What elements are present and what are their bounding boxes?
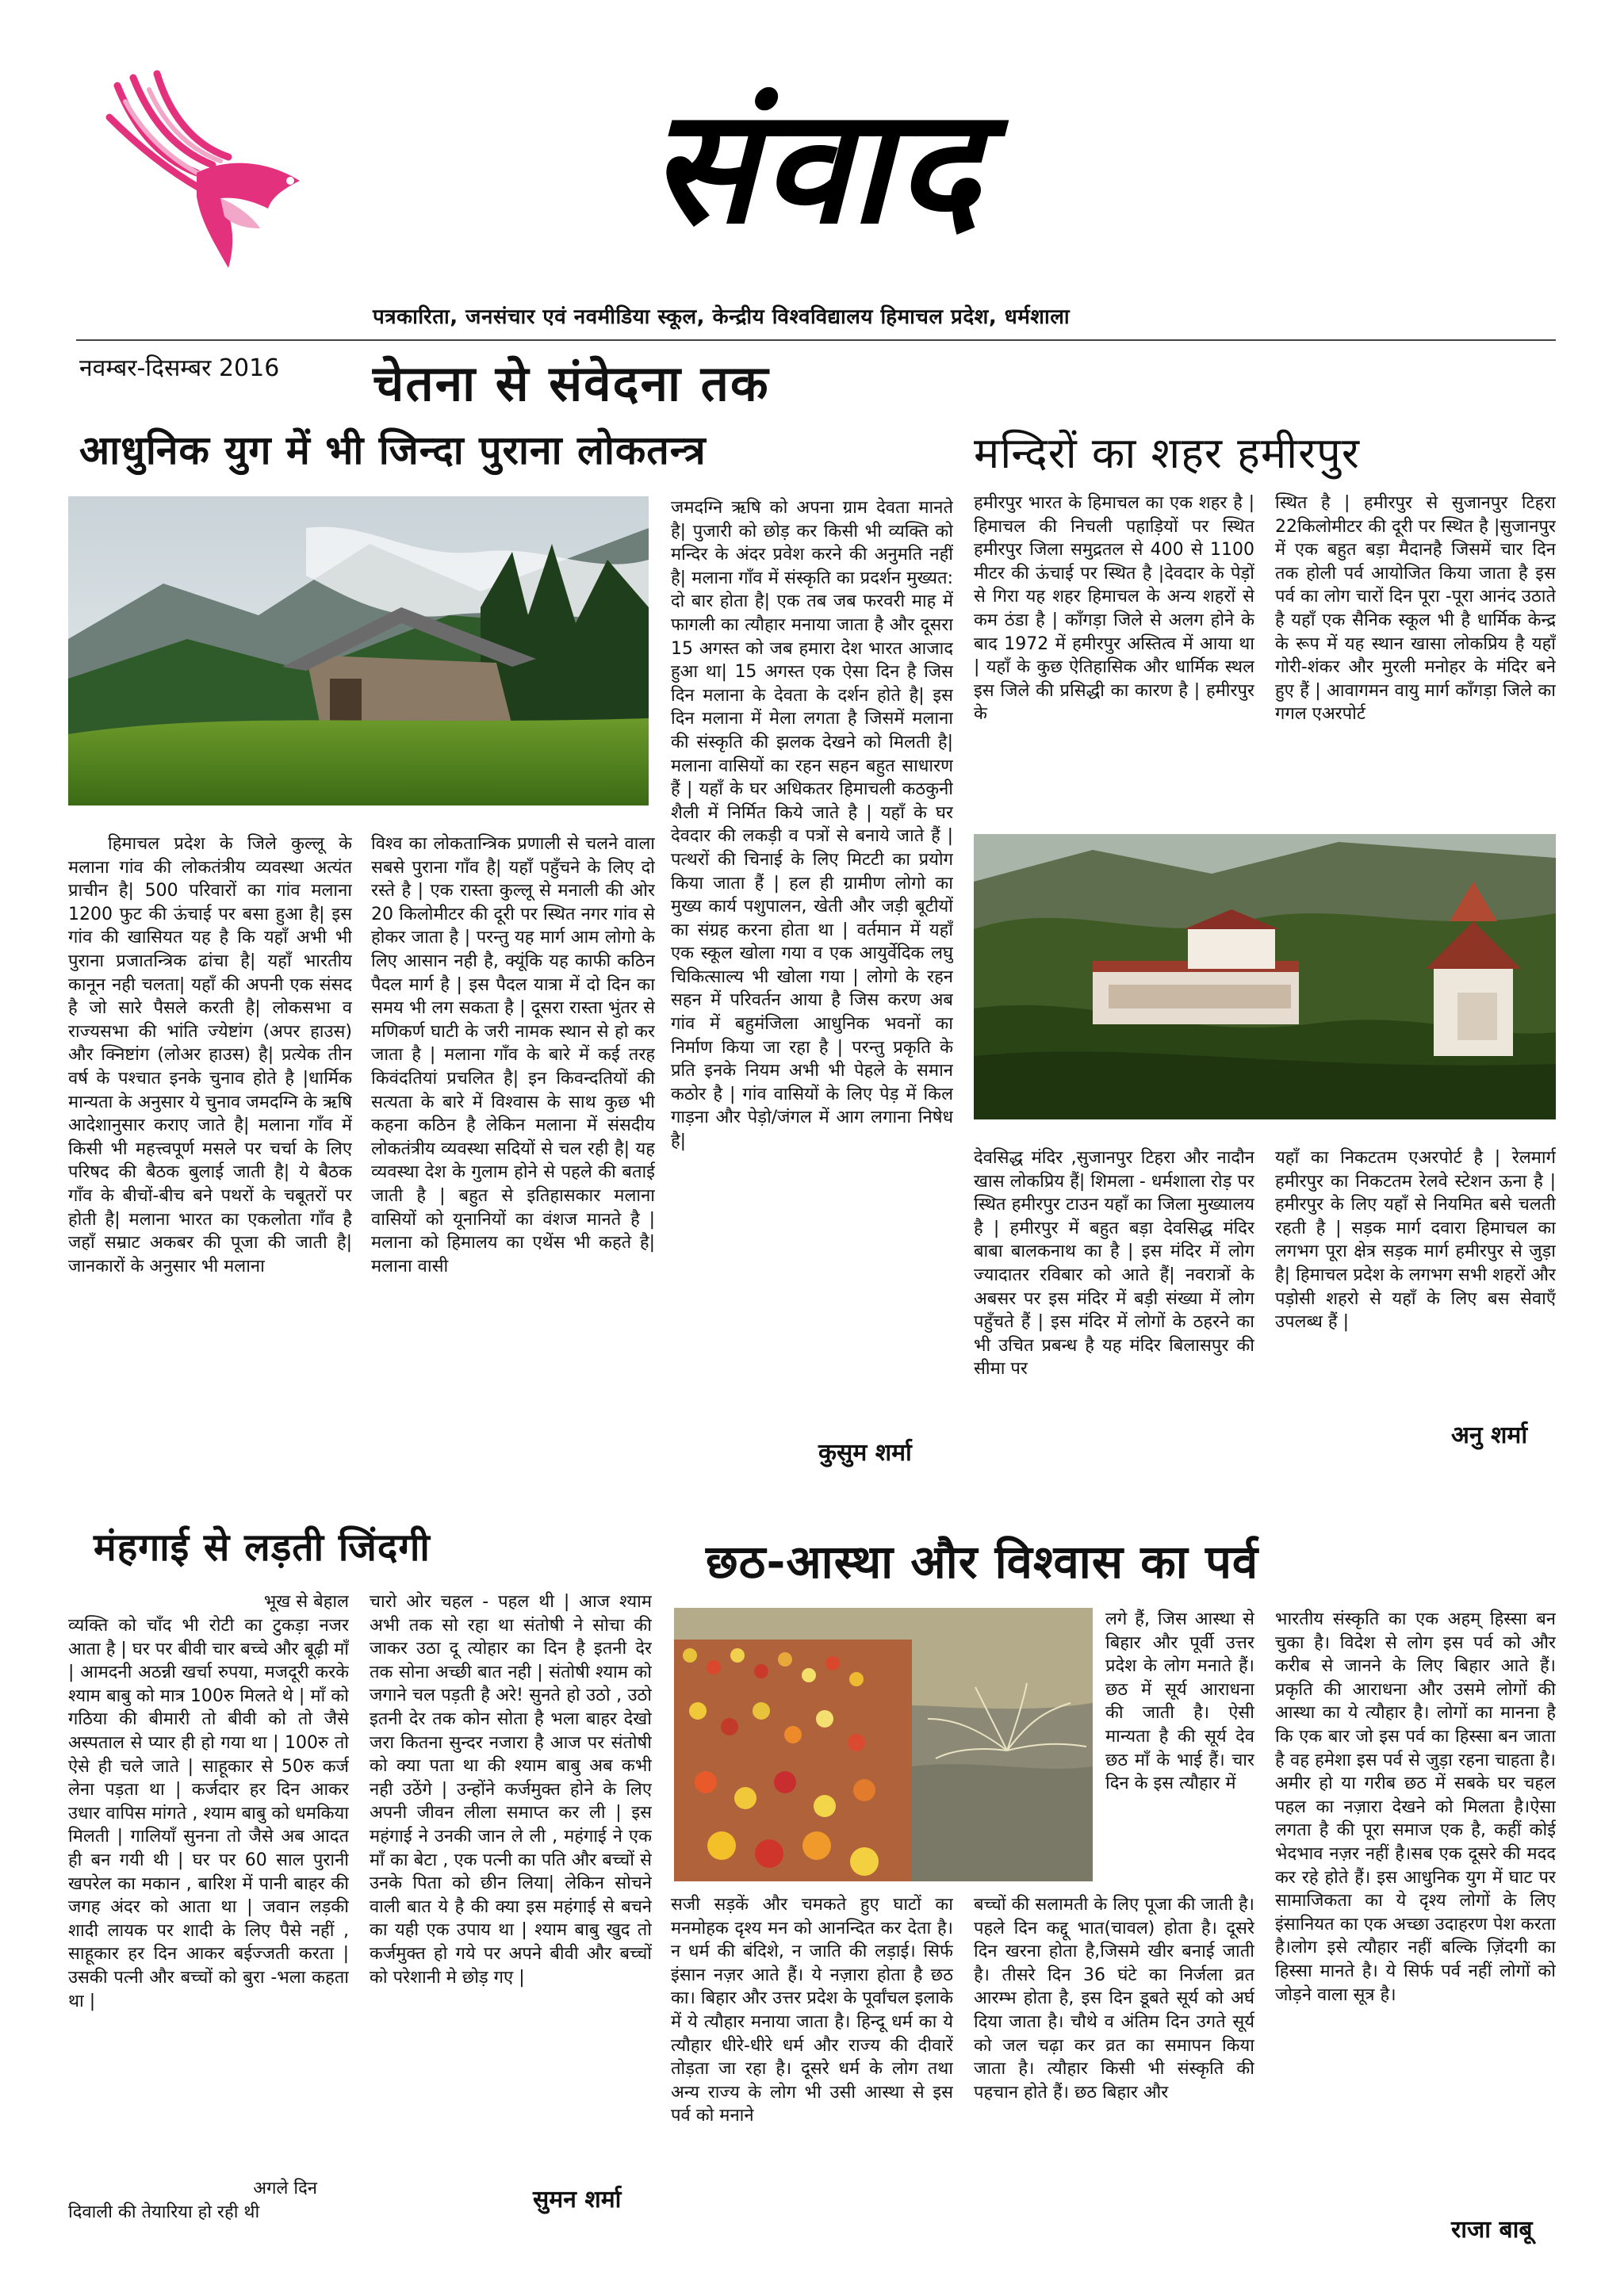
hamirpur-photo xyxy=(974,834,1556,1119)
chhath-headline: छठ-आस्था और विश्वास का पर्व xyxy=(706,1535,1259,1589)
mehangai-col-1-tail-lead: अगले दिन xyxy=(253,2179,317,2198)
mehangai-col-1: व्यक्ति को चाँद भी रोटी का टुकड़ा नजर आता है | घर पर बीवी चार बच्चे और बूढ़ी माँ | आमदनी अठन्नी खर्चा रुपया, मजदूरी करके श्याम बाबु को मात्र 100रु मिलते थे | माँ को गठिया की बीमारी तो बीवी को तो जैसे अस्पताल से प्यार ही हो गया था | 100रु तो ऐसे ही चले जाते | साहूकार से 50रु कर्ज लेना पड़ता था | कर्जदार हर दिन आकर उधार वापिस मांगते , श्याम बाबु को धमकिया मिलती | गालियाँ सुनना तो जैसे अब आदत ही बन गयी थी | घर पर 60 साल पुरानी खपरेल का मकान , बारिश में पानी बाहर की जगह अंदर को आता था | जवान लड़की शादी लायक पर शादी के लिए पैसे नहीं , साहूकार हर दिन आकर बईज्जती करता | उसकी पत्नी और बच्चों को बुरा -भला कहता था | xyxy=(68,1616,349,2011)
chhath-col-side: लगे हैं, जिस आस्था से बिहार और पूर्वी उत्तर प्रदेश के लोग मनाते हैं। छठ में सूर्य आराधना की जाती है। ऐसी मान्यता है की सूर्य देव छठ माँ के भाई हैं। चार दिन के इस त्यौहार में xyxy=(1105,1609,1254,1794)
dove-logo-icon xyxy=(102,70,324,284)
masthead-tagline: पत्रकारिता, जनसंचार एवं नवमीडिया स्कूल, केन्द्रीय विश्वविद्यालय हिमाचल प्रदेश, धर्मशाला xyxy=(373,305,1071,329)
chhath-col-3: भारतीय संस्कृति का एक अहम् हिस्सा बन चुका है। विदेश से लोग इस पर्व को और करीब से जानने के लिए बिहार आते हैं। प्रकृति की आराधना और उसमे लोगों की आस्था का ये त्यौहार है। लोगों का मानना है कि एक बार जो इस पर्व का हिस्सा बन जाता है वह हमेशा इस पर्व से जुड़ा रहना चाहता है। अमीर हो या गरीब छठ में सबके घर चहल पहल का नज़ारा देखने को मिलता है।ऐसा लगता है की पूरा समाज एक है, कहीं कोई भेदभाव नज़र नहीं है।सब एक दूसरे की मदद कर रहे होते हैं। इस आधुनिक युग में घाट पर सामाजिकता का ये दृश्य लोगों के लिए इंसानियत का एक अच्छा उदाहरण पेश करता है।लोग इसे त्यौहार नहीं बल्कि ज़िंदगी का हिस्सा मानते है। ये सिर्फ पर्व नहीं लोगों को जोड़ने वाला सूत्र है। xyxy=(1275,1609,1556,2005)
masthead-rule xyxy=(76,339,1556,341)
masthead-title: संवाद xyxy=(649,73,985,259)
chhath-col-1: सजी सड़कें और चमकते हुए घाटों का मनमोहक दृश्य मन को आनन्दित कर देता है। न धर्म की बंदिशे, न जाति की लड़ाई। सिर्फ इंसान नज़र आते हैं। ये नज़ारा होता है छठ का। बिहार और उत्तर प्रदेश के पूर्वांचल इलाके में ये त्यौहार मनाया जाता है। हिन्दू धर्म का ये त्यौहार धीरे-धीरे धर्म और राज्य की दीवारें तोड़ता जा रहा है। दूसरे धर्म के लोग तथा अन्य राज्य के लोग भी उसी आस्था से इस पर्व को मनाने xyxy=(671,1895,953,2126)
mehangai-byline: सुमन शर्मा xyxy=(533,2186,622,2214)
hamirpur-byline: अनु शर्मा xyxy=(1451,1422,1528,1449)
hamirpur-col-3: देवसिद्ध मंदिर ,सुजानपुर टिहरा और नादौन खास लोकप्रिय हैं| शिमला - धर्मशाला रोड़ पर स्थित हमीरपुर टाउन यहाँ का जिला मुख्यालय है | हमीरपुर में बहुत बड़ा देवसिद्ध मंदिर बाबा बालकनाथ का है | इस मंदिर में लोग ज्यादातर रविबार को आते हैं| नवरात्रों के अबसर पर इस मंदिर में बड़ी संख्या में लोग पहुँचते हैं | इस मंदिर में लोगों के ठहरने का भी उचित प्रबन्ध है यह मंदिर बिलासपुर की सीमा पर xyxy=(974,1148,1254,1380)
malana-byline: कुसुम शर्मा xyxy=(818,1439,912,1467)
malana-col-1: हिमाचल प्रदेश के जिले कुल्लू के मलाना गांव की लोकतंत्रीय व्यवस्था अत्यंत प्राचीन है| 500 परिवारों का गांव मलाना 1200 फुट की ऊंचाई पर बसा हुआ है| इस गांव की खासियत यह है कि यहाँ अभी भी पुराना प्रजातन्त्रिक ढांचा है| यहाँ भारतीय कानून नही चलता| यहाँ की अपनी एक संसद है जो सारे पैसले करती है| लोकसभा व राज्यसभा की भांति ज्येष्टांग (अपर हाउस) और क्निष्टांग (लोअर हाउस) है| प्रत्येक तीन वर्ष के पश्चात इनके चुनाव होते है |धार्मिक मान्यता के अनुसार ये चुनाव जमदग्नि के ऋषि आदेशानुसार कराए जाते है| मलाना गाँव में किसी भी महत्त्वपूर्ण मसले पर चर्चा के लिए परिषद की बैठक बुलाई जाती है| ये बैठक गाँव के बीचों-बीच बने पथरों के चबूतरों पर होती है| मलाना भारत का एकलोता गाँव है जहाँ सम्राट अकबर की पूजा की जाती है| जानकारों के अनुसार भी मलाना xyxy=(68,834,352,1276)
chhath-photo xyxy=(674,1608,1093,1881)
malana-photo xyxy=(68,496,649,806)
issue-banner: चेतना से संवेदना तक xyxy=(373,354,770,412)
hamirpur-col-2: स्थित है | हमीरपुर से सुजानपुर टिहरा 22किलोमीटर की दूरी पर स्थित है |सुजानपुर में एक बहुत बड़ा मैदानहै जिसमें चार दिन तक होली पर्व आयोजित किया जाता है इस पर्व का लोग चारों दिन पूरा -पूरा आनंद उठाते है यहाँ एक सैनिक स्कूल भी है धार्मिक केन्द्र के रूप में यह स्थान खासा लोकप्रिय है यहाँ गोरी-शंकर और मुरली मनोहर के मंदिर बने हुए हैं | आवागमन वायु मार्ग काँगड़ा जिले का गगल एअरपोर्ट xyxy=(1275,493,1556,725)
mehangai-col-2: चारो ओर चहल - पहल थी | आज श्याम अभी तक सो रहा था संतोषी ने सोचा की जाकर उठा दू त्योहार का दिन है इतनी देर तक सोना अच्छी बात नही | संतोषी श्याम को जगाने चल पड़ती है अरे! सुनते हो उठो , उठो इतनी देर तक कोन सोता है भला बाहर देखो जरा कितना सुन्दर नजारा है आज पर संतोषी को क्या पता था की श्याम बाबु अब कभी नही उठेंगे | उन्होंने कर्जमुक्त होने के लिए अपनी जीवन लीला समाप्त कर ली | इस महंगाई ने उनकी जान ले ली , महंगाई ने एक माँ का बेटा , एक पत्नी का पति और बच्चों से उनके पिता को छीन लिया| लेकिन सोचने वाली बात ये है की क्या इस महंगाई से बचने का यही एक उपाय था | श्याम बाबु खुद तो कर्जमुक्त हो गये पर अपने बीवी और बच्चों को परेशानी मे छोड़ गए | xyxy=(370,1592,652,1988)
chhath-byline: राजा बाबू xyxy=(1451,2216,1533,2244)
mehangai-col-1-lead: भूख से बेहाल xyxy=(263,1592,349,1612)
issue-date: नवम्बर-दिसम्बर 2016 xyxy=(79,354,280,382)
mehangai-col-1-tail: दिवाली की तेयारिया हो रही थी xyxy=(68,2202,260,2222)
hamirpur-headline: मन्दिरों का शहर हमीरपुर xyxy=(974,428,1360,478)
hamirpur-col-4: यहाँ का निकटतम एअरपोर्ट है | रेलमार्ग हमीरपुर का निकटतम रेलवे स्टेशन ऊना है |हमीरपुर के लिए यहाँ से नियमित बसे चलती रहती है | सड़क मार्ग दवारा हिमाचल का लगभग पूरा क्षेत्र सड़क मार्ग हमीरपुर से जुड़ा है| हिमाचल प्रदेश के लगभग सभी शहरों और पड़ोसी शहरो से यहाँ के लिए बस सेवाएँ उपलब्ध हैं | xyxy=(1275,1148,1556,1333)
dove-logo xyxy=(102,70,324,284)
malana-col-2: विश्व का लोकतान्त्रिक प्रणाली से चलने वाला सबसे पुराना गाँव है| यहाँ पहुँचने के लिए दो रस्ते है | एक रास्ता कुल्लू से मनाली की ओर 20 किलोमीटर की दूरी पर स्थित नगर गांव से होकर जाता है | परन्तु यह मार्ग आम लोगो के लिए आसान नही है, क्यूंकि यह काफी कठिन पैदल मार्ग है | इस पैदल यात्रा में दो दिन का समय भी लग सकता है | दूसरा रास्ता भुंतर से मणिकर्ण घाटी के जरी नामक स्थान से हो कर जाता है | मलाना गाँव के बारे में कई तरह किवंदतियां प्रचलित है| इन किवन्दतियों की सत्यता के बारे में विश्वास के साथ कुछ भी कहना कठिन है लेकिन मलाना में संसदीय लोकतंत्रीय व्यवस्था सदियों से चल रही है| यह व्यवस्था देश के गुलाम होने से पहले की बताई जाती है | बहुत से इतिहासकार मलाना वासियों को यूनानियों का वंशज मानते है | मलाना को हिमालय का एथेंस भी कहते है| मलाना वासी xyxy=(371,834,655,1276)
malana-headline: आधुनिक युग में भी जिन्दा पुराना लोकतन्त्र xyxy=(79,427,707,473)
mehangai-headline: मंहगाई से लड़ती जिंदगी xyxy=(94,1525,431,1570)
malana-col-3: जमदग्नि ऋषि को अपना ग्राम देवता मानते है| पुजारी को छोड़ कर किसी भी व्यक्ति को मन्दिर के अंदर प्रवेश करने की अनुमति नहीं है| मलाना गाँव में संस्कृति का प्रदर्शन मुख्यत: दो बार होता है| एक तब जब फरवरी माह में फागली का त्यौहार मनाया जाता है और दूसरा 15 अगस्त को जब हमारा देश भारत आजाद हुआ था| 15 अगस्त एक ऐसा दिन है जिस दिन मलाना के देवता के दर्शन होते है| इस दिन मलाना में मेला लगता है जिसमें मलाना की संस्कृति की झलक देखने को मिलती है| मलाना वासियों का रहन सहन बहुत साधारण हैं | यहाँ के घर अधिकतर हिमाचली कठकुनी शैली में निर्मित किये जाते है | यहाँ के घर देवदार की लकड़ी व पत्रों से बनाये जाते हैं | पत्थरों की चिनाई के लिए मिटटी का प्रयोग किया जाता हैं | हल ही ग्रामीण लोगो का मुख्य कार्य पशुपालन, खेती और जड़ी बूटीयों का संग्रह करना होता था | वर्तमान में यहाँ एक स्कूल खोला गया व एक आयुर्वेदिक लघु चिकित्साल्य भी खोला गया | लोगो के रहन सहन में परिवर्तन आया है जिस करण अब गांव में बहुमंजिला आधुनिक भवनों का निर्माण किया जा रहा है | परन्तु प्रकृति के प्रति इनके नियम अभी भी पेहले के समान कठोर है | गांव वासियों के लिए पेड़ में किल गाड़ना और पेड़ो/जंगल में आग लगाना निषेध है| xyxy=(671,498,953,1152)
chhath-col-2: बच्चों की सलामती के लिए पूजा की जाती है। पहले दिन कद्दू भात(चावल) होता है। दूसरे दिन खरना होता है,जिसमे खीर बनाई जाती है। तीसरे दिन 36 घंटे का निर्जला व्रत आरम्भ होता है, इस दिन डूबते सूर्य को अर्घ दिया जाता है। चौथे व अंतिम दिन उगते सूर्य को जल चढ़ा कर व्रत का समापन किया जाता है। त्यौहार किसी भी संस्कृति की पहचान होते हैं। छठ बिहार और xyxy=(974,1895,1254,2103)
hamirpur-col-1: हमीरपुर भारत के हिमाचल का एक शहर है |हिमाचल की निचली पहाड़ियों पर स्थित हमीरपुर जिला समुद्रतल से 400 से 1100 मीटर की ऊंचाई पर स्थित है |देवदार के पेड़ों से गिरा यह शहर हिमाचल के अन्य शहरों से कम ठंडा है | काँगड़ा जिले से अलग होने के बाद 1972 में हमीरपुर अस्तित्व में आया था | यहाँ के कुछ ऐतिहासिक और धार्मिक स्थल इस जिले की प्रसिद्धी का कारण है | हमीरपुर के xyxy=(974,493,1254,725)
